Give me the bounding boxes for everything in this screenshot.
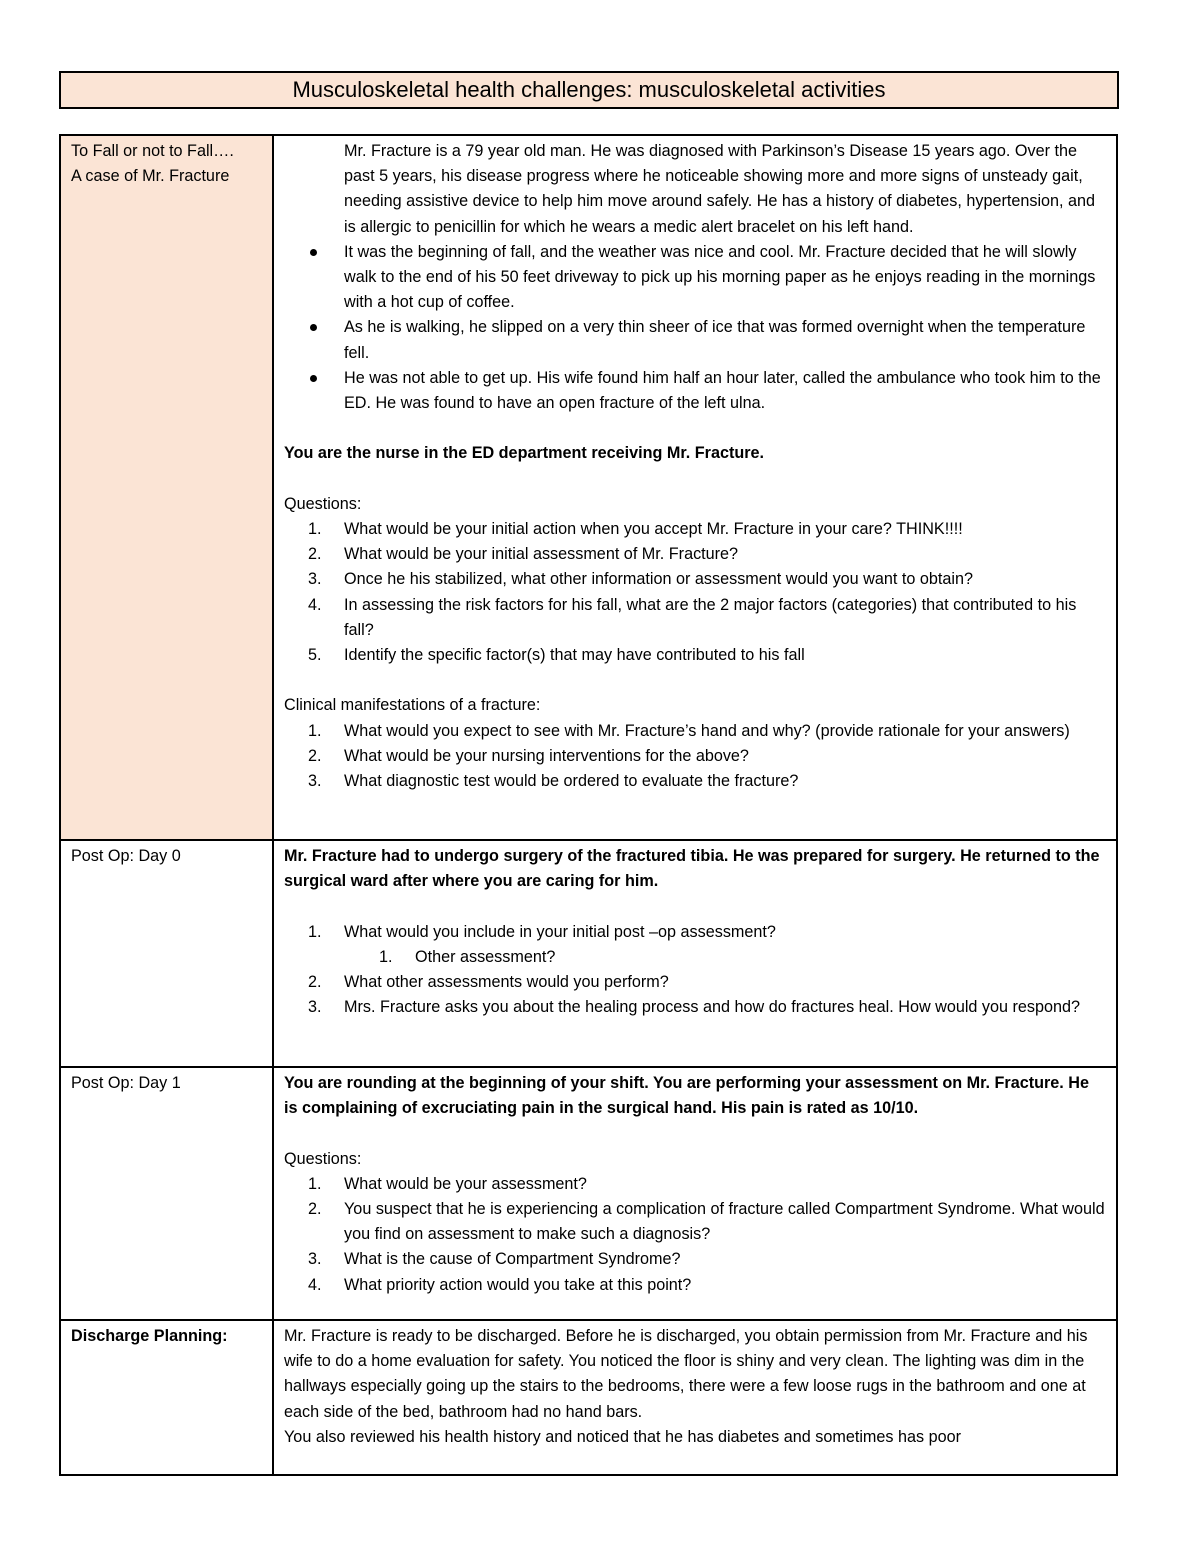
question-item: 2. What other assessments would you perform? <box>308 973 669 991</box>
row-label: Discharge Planning: <box>71 1327 228 1345</box>
document-title-box <box>59 71 1119 109</box>
bullet-item: He was not able to get up. His wife found him half an hour later, called the ambulance who took him to the ED. He was found to have an open fracture of the left ulna. <box>344 366 1106 416</box>
row-content-cell <box>273 1067 1117 1320</box>
question-item: 2. What would be your initial assessment of Mr. Fracture? <box>308 545 739 564</box>
questions-heading: Questions: <box>284 1149 362 1168</box>
scenario-statement: Mr. Fracture had to undergo surgery of the fractured tibia. He was prepared for surgery. He returned to the surgical ward after where you are caring for him. <box>284 847 1100 891</box>
bullet-item: As he is walking, he slipped on a very thin sheer of ice that was formed overnight when the temperature fell. <box>344 315 1106 365</box>
row-label-line2: A case of Mr. Fracture <box>71 167 230 186</box>
bullet-icon <box>310 249 317 256</box>
question-item: 3. Mrs. Fracture asks you about the healing process and how do fractures heal. How would you respond? <box>308 998 1081 1017</box>
scenario-statement: You are rounding at the beginning of your shift. You are performing your assessment on Mr. Fracture. He is complaining of excruciating pain in the surgical hand. His pain is rated as 10/10. <box>284 1074 1089 1118</box>
activity-table <box>59 134 1118 1476</box>
question-item: 5. Identify the specific factor(s) that may have contributed to his fall <box>308 646 805 665</box>
table-row-fall-case <box>60 135 1117 840</box>
scenario-statement: You are the nurse in the ED department receiving Mr. Fracture. <box>284 444 765 463</box>
discharge-paragraph: Mr. Fracture is ready to be discharged. Before he is discharged, you obtain permission from Mr. Fracture and his wife to do a home evaluation for safety. You noticed the floor is shiny and very clean. The lighting was dim in the hallways especially going up the stairs to the bedrooms, there were a few loose rugs in the bathroom and one at each side of the bed, bathroom had no hand bars. <box>284 1327 1088 1421</box>
table-row-post-op-day1 <box>60 1067 1117 1320</box>
row-label-cell <box>60 840 273 1067</box>
table-row-post-op-day0 <box>60 840 1117 1067</box>
clinical-item: 1. What would you expect to see with Mr. Fracture’s hand and why? (provide rationale for your answers) <box>308 721 1070 740</box>
question-item: 1. What would be your initial action when you accept Mr. Fracture in your care? THINK!!!! <box>308 520 963 539</box>
question-item: 3. Once he his stabilized, what other information or assessment would you want to obtain? <box>308 570 973 589</box>
table-row-discharge <box>60 1320 1117 1475</box>
question-item: 1. What would be your assessment? <box>308 1174 587 1193</box>
clinical-item: 3. What diagnostic test would be ordered to evaluate the fracture? <box>308 772 799 791</box>
case-intro: Mr. Fracture is a 79 year old man. He was diagnosed with Parkinson’s Disease 15 years ago. Over the past 5 years, his disease progress where he noticeable showing more and more signs of unsteady gait, needing assistive device to help him move around safely. He has a history of diabetes, hypertension, and is allergic to penicillin for which he wears a medic alert bracelet on his left hand. <box>344 142 1096 236</box>
bullet-icon <box>310 375 317 382</box>
row-label-line1: To Fall or not to Fall…. <box>71 142 234 160</box>
bullet-icon <box>310 324 317 331</box>
row-content-cell <box>273 135 1117 840</box>
question-item: 3. What is the cause of Compartment Syndrome? <box>308 1250 681 1269</box>
sub-question-item: 1. Other assessment? <box>379 947 556 966</box>
row-content-cell <box>273 1320 1117 1475</box>
bullet-item: It was the beginning of fall, and the weather was nice and cool. Mr. Fracture decided that he will slowly walk to the end of his 50 feet driveway to pick up his morning paper as he enjoys reading in the mornings with a hot cup of coffee. <box>344 240 1106 316</box>
clinical-item: 2. What would be your nursing interventions for the above? <box>308 746 749 765</box>
row-label-cell <box>60 1320 273 1475</box>
question-item: 4. In assessing the risk factors for his fall, what are the 2 major factors (categories) that contributed to his fall? <box>308 595 1077 639</box>
document-title: Musculoskeletal health challenges: musculoskeletal activities <box>292 77 886 102</box>
question-item: 1. What would you include in your initial post –op assessment? <box>308 922 776 941</box>
questions-heading: Questions: <box>284 494 362 513</box>
question-item: 2. You suspect that he is experiencing a complication of fracture called Compartment Syndrome. What would you find on assessment to make such a diagnosis? <box>308 1200 1105 1244</box>
row-label: Post Op: Day 0 <box>71 847 181 865</box>
question-item: 4. What priority action would you take at this point? <box>308 1275 692 1294</box>
row-label-cell <box>60 135 273 840</box>
discharge-paragraph: You also reviewed his health history and noticed that he has diabetes and sometimes has poor <box>284 1427 962 1446</box>
clinical-heading: Clinical manifestations of a fracture: <box>284 696 541 715</box>
row-content-cell <box>273 840 1117 1067</box>
row-label-cell <box>60 1067 273 1320</box>
row-label: Post Op: Day 1 <box>71 1074 181 1092</box>
